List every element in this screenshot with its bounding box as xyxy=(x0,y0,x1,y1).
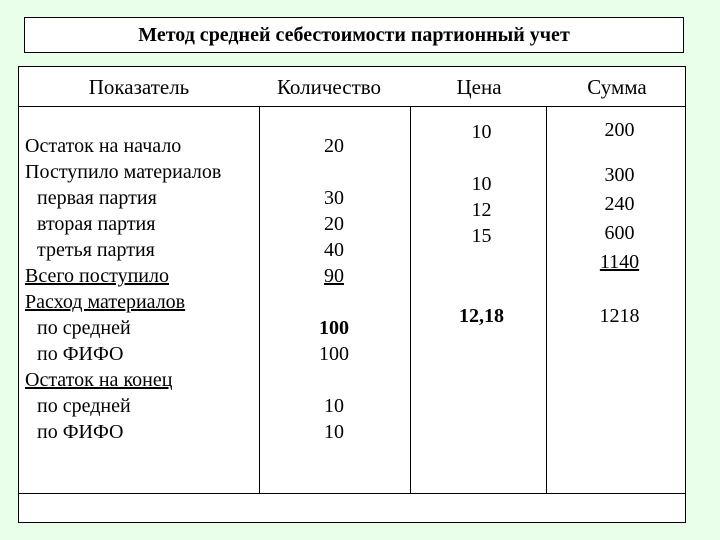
quantity-value: 30 xyxy=(324,187,344,209)
price-value: 15 xyxy=(471,225,492,247)
price-value: 10 xyxy=(471,173,492,195)
row-label: по средней xyxy=(37,317,131,339)
row-label: вторая партия xyxy=(37,213,156,235)
column-divider xyxy=(546,106,547,493)
row-label: Остаток на начало xyxy=(25,135,182,157)
quantity-value: 10 xyxy=(324,395,344,417)
header-divider xyxy=(19,106,685,107)
row-label: по средней xyxy=(37,395,131,417)
row-label: по ФИФО xyxy=(37,421,124,443)
column-divider xyxy=(259,106,260,493)
quantity-value: 40 xyxy=(324,239,344,261)
price-value: 12 xyxy=(471,199,492,221)
table-title: Метод средней себестоимости партионный учет xyxy=(24,17,684,53)
header-indicator: Показатель xyxy=(88,75,190,99)
column-divider xyxy=(410,106,411,493)
price-value: 10 xyxy=(471,121,492,143)
footer-divider xyxy=(19,493,685,494)
data-table xyxy=(18,66,686,523)
sum-value: 200 xyxy=(604,119,635,141)
quantity-value: 20 xyxy=(324,135,344,157)
price-value: 12,18 xyxy=(459,305,504,327)
sum-value: 1140 xyxy=(599,251,640,273)
row-label: по ФИФО xyxy=(37,343,124,365)
quantity-value: 90 xyxy=(324,265,344,287)
sum-value: 600 xyxy=(604,222,635,244)
header-quantity: Количество xyxy=(276,75,382,99)
quantity-value: 20 xyxy=(324,213,344,235)
row-label: Остаток на конец xyxy=(25,369,173,391)
row-label: Поступило материалов xyxy=(25,161,222,183)
quantity-value: 10 xyxy=(324,421,344,443)
sum-value: 1218 xyxy=(599,305,640,327)
sum-value: 240 xyxy=(604,193,635,215)
quantity-value: 100 xyxy=(319,317,349,339)
row-label: третья партия xyxy=(37,239,155,261)
header-sum: Сумма xyxy=(587,75,647,99)
quantity-value: 100 xyxy=(319,343,349,365)
row-label: Всего поступило xyxy=(25,265,169,287)
row-label: Расход материалов xyxy=(25,291,186,313)
header-price: Цена xyxy=(456,75,502,99)
row-label: первая партия xyxy=(37,187,157,209)
sum-value: 300 xyxy=(604,164,635,186)
